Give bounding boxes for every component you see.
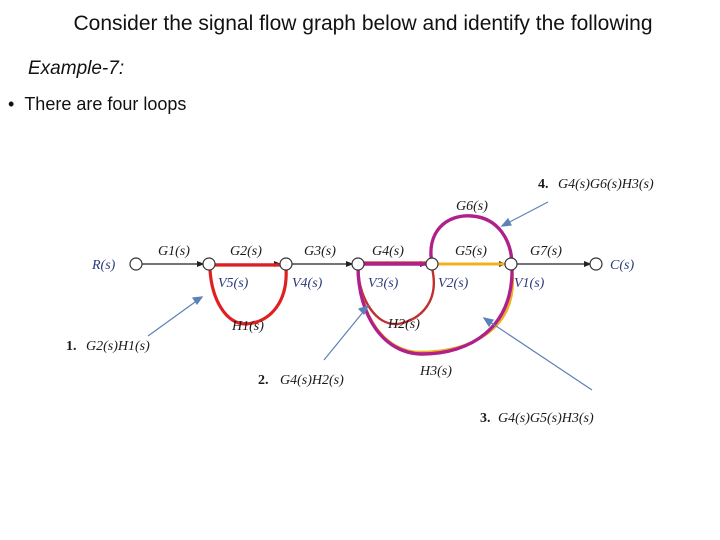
bullet-marker: • (8, 94, 15, 114)
node-label-v5: V5(s) (218, 276, 249, 291)
loop2-expression: G4(s)H2(s) (280, 373, 344, 388)
loop3-expression: G4(s)G5(s)H3(s) (498, 411, 594, 426)
loop1-number: 1. (66, 339, 77, 354)
pointer-loop1 (148, 297, 202, 336)
node-label-v1: V1(s) (514, 276, 545, 291)
node-v4 (280, 258, 292, 270)
node-label-r: R(s) (92, 258, 116, 273)
loop1-expression: G2(s)H1(s) (86, 339, 150, 354)
node-label-v4: V4(s) (292, 276, 323, 291)
gain-g2: G2(s) (230, 244, 262, 259)
gain-g4: G4(s) (372, 244, 404, 259)
node-label-c: C(s) (610, 258, 635, 273)
node-v5 (203, 258, 215, 270)
loop4-expression: G4(s)G6(s)H3(s) (558, 177, 654, 192)
pointer-loop3 (484, 318, 592, 390)
gain-g7: G7(s) (530, 244, 562, 259)
gain-h1: H1(s) (232, 319, 264, 334)
gain-g3: G3(s) (304, 244, 336, 259)
slide-title: Consider the signal flow graph below and identify the following (73, 12, 653, 35)
gain-g1: G1(s) (158, 244, 190, 259)
loop3-number: 3. (480, 411, 491, 426)
loop4-number: 4. (538, 177, 549, 192)
node-label-v2: V2(s) (438, 276, 469, 291)
gain-g6: G6(s) (456, 199, 488, 214)
loop2-number: 2. (258, 373, 269, 388)
node-v1 (505, 258, 517, 270)
node-c (590, 258, 602, 270)
loop1-highlight (210, 265, 287, 324)
gain-h2: H2(s) (388, 317, 420, 332)
node-v3 (352, 258, 364, 270)
pointer-loop2 (324, 306, 368, 360)
node-label-v3: V3(s) (368, 276, 399, 291)
node-r (130, 258, 142, 270)
gain-h3: H3(s) (420, 364, 452, 379)
bullet-text: There are four loops (24, 94, 187, 114)
example-label: Example-7: (28, 58, 125, 79)
gain-g5: G5(s) (455, 244, 487, 259)
node-v2 (426, 258, 438, 270)
